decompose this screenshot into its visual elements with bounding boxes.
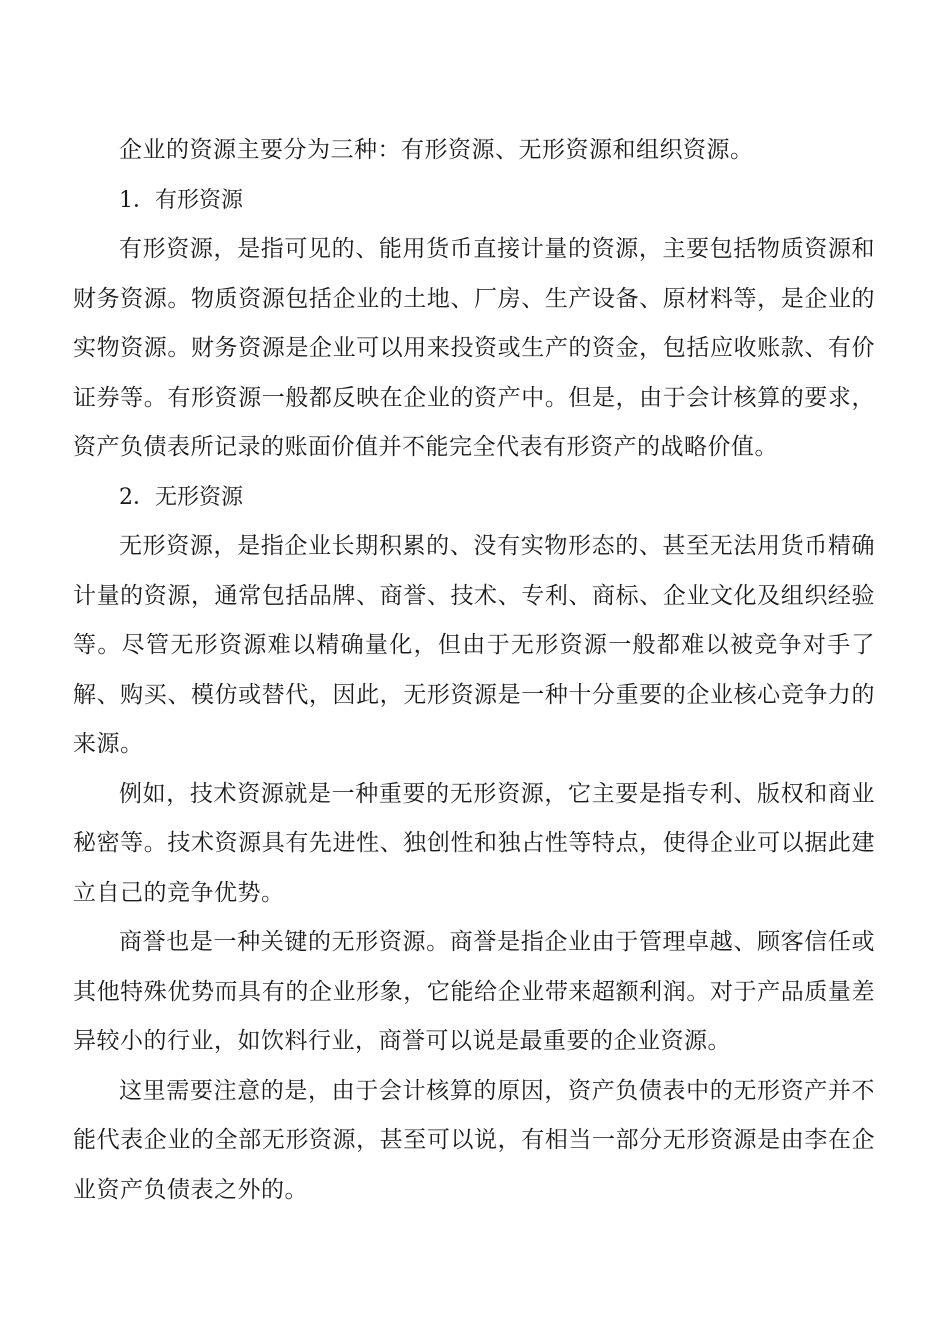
document-page	[73, 126, 875, 1215]
paragraph-goodwill: 商誉也是一种关键的无形资源。商誉是指企业由于管理卓越、顾客信任或其他特殊优势而具有的企业形象，它能给企业带来超额利润。对于产品质量差异较小的行业，如饮料行业，商誉可以说是最重要的企业资源。	[73, 929, 875, 1054]
paragraph-intangible-definition: 无形资源，是指企业长期积累的、没有实物形态的、甚至无法用货币精确计量的资源，通常包括品牌、商誉、技术、专利、商标、企业文化及组织经验等。尽管无形资源难以精确量化，但由于无形资源一般都难以被竞争对手了解、购买、模仿或替代，因此，无形资源是一种十分重要的企业核心竞争力的来源。	[73, 533, 875, 757]
paragraph-technology-resource: 例如，技术资源就是一种重要的无形资源，它主要是指专利、版权和商业秘密等。技术资源具有先进性、独创性和独占性等特点，使得企业可以据此建立自己的竞争优势。	[73, 780, 875, 906]
paragraph-tangible-definition: 有形资源，是指可见的、能用货币直接计量的资源，主要包括物质资源和财务资源。物质资源包括企业的土地、厂房、生产设备、原材料等，是企业的实物资源。财务资源是企业可以用来投资或生产的资金，包括应收账款、有价证券等。有形资源一般都反映在企业的资产中。但是，由于会计核算的要求，资产负债表所记录的账面价值并不能完全代表有形资产的战略价值。	[73, 236, 875, 460]
paragraph-accounting-note: 这里需要注意的是，由于会计核算的原因，资产负债表中的无形资产并不能代表企业的全部无形资源，甚至可以说，有相当一部分无形资源是由李在企业资产负债表之外的。	[73, 1077, 875, 1203]
section-heading-intangible: 2．无形资源	[119, 484, 243, 510]
intro-paragraph: 企业的资源主要分为三种：有形资源、无形资源和组织资源。	[119, 137, 754, 163]
section-heading-tangible: 1．有形资源	[119, 187, 243, 213]
